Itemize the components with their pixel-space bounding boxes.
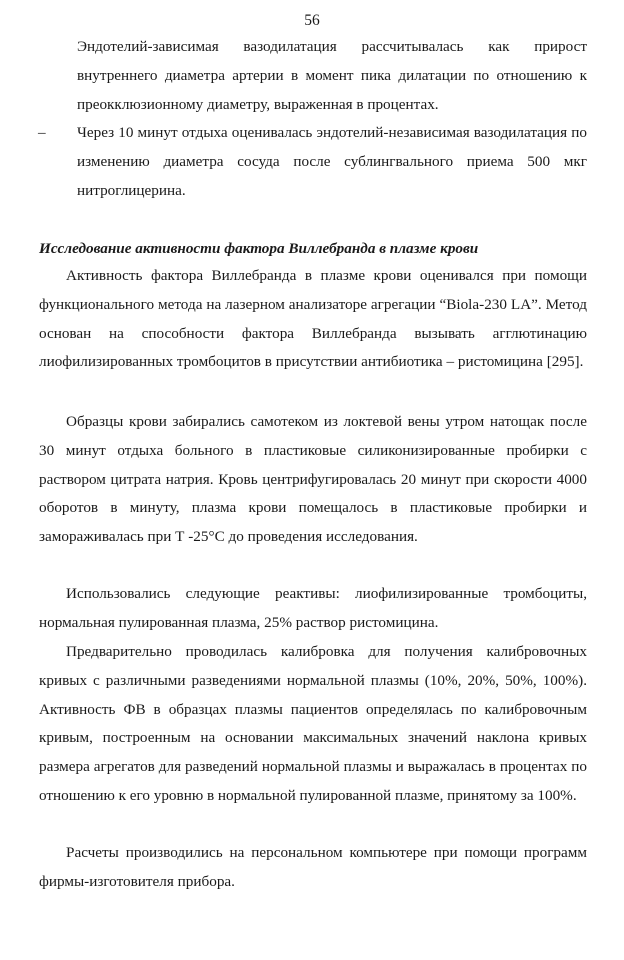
- paragraph-text: Использовались следующие реактивы: лиофилизированные тромбоциты, нормальная пулированная плазма, 25% раствор ристомицина.: [39, 585, 587, 631]
- paragraph-1: [39, 262, 587, 377]
- paragraph-3: [39, 580, 587, 638]
- bullet-continuation-text: Эндотелий-зависимая вазодилатация рассчитывалась как прирост внутреннего диаметра артерии в момент пика дилатации по отношению к преокклюзионному диаметру, выраженная в процентах.: [77, 38, 587, 113]
- paragraph-2: [39, 408, 587, 552]
- bullet-dash: –: [38, 124, 46, 141]
- bullet-item-text: Через 10 минут отдыха оценивалась эндотелий-независимая вазодилатация по изменению диаметра сосуда после сублингвального приема 500 мкг нитроглицерина.: [77, 124, 587, 199]
- paragraph-5: [39, 839, 587, 897]
- paragraph-text: Образцы крови забирались самотеком из локтевой вены утром натощак после 30 минут отдыха больного в пластиковые силиконизированные пробирки с раствором цитрата натрия. Кровь центрифугировалась 20 минут при скорости 4000 оборотов в минуту, плазма крови помещалось в пластиковые пробирки и замораживалась при Т -25°C до проведения исследования.: [39, 413, 587, 546]
- paragraph-text: Активность фактора Виллебранда в плазме крови оценивался при помощи функционального метода на лазерном анализаторе агрегации “Biola-230 LA”. Метод основан на способности фактора Виллебранда вызывать агглютинацию лиофилизированных тромбоцитов в присутствии антибиотика – ристомицина [295].: [39, 267, 587, 371]
- page-number: 56: [304, 12, 320, 29]
- section-heading: Исследование активности фактора Виллебранда в плазме крови: [39, 240, 479, 257]
- paragraph-text: Предварительно проводилась калибровка для получения калибровочных кривых с различными разведениями нормальной плазмы (10%, 20%, 50%, 100%). Активность ФВ в образцах плазмы пациентов определялась по калибровочным кривым, построенным на основании максимальных значений наклона кривых размера агрегатов для разведений нормальной плазмы и выражалась в процентах по отношению к его уровню в нормальной пулированной плазме, принятому за 100%.: [39, 643, 587, 804]
- paragraph-4: [39, 638, 587, 811]
- bullet-continuation: [77, 33, 587, 119]
- paragraph-text: Расчеты производились на персональном компьютере при помощи программ фирмы-изготовителя прибора.: [39, 844, 587, 890]
